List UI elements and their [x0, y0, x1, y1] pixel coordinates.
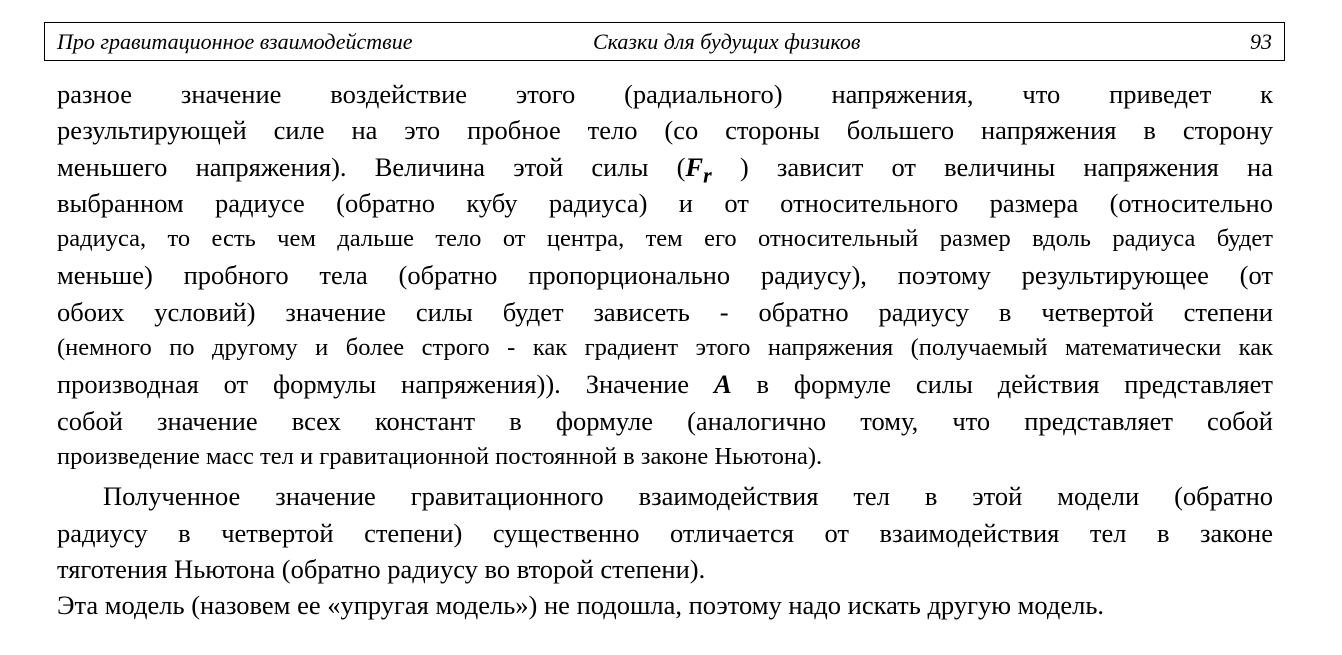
text-line: (немного по другому и более строго - как градиент этого напряжения (получаемый математически как [57, 334, 1273, 362]
paragraph-3 [57, 587, 1273, 623]
text-line: обоих условий) значение силы будет зависеть - обратно радиусу в четвертой степени [57, 296, 1273, 327]
text-line [57, 366, 1273, 402]
text-span: ) зависит от величины напряжения на [711, 151, 1273, 182]
text-span: в формуле силы действия представляет [731, 369, 1273, 400]
force-subscript: r [703, 161, 712, 187]
text-line: радиуса, то есть чем дальше тело от центра, тем его относительный размер вдоль радиуса будет [57, 225, 1273, 253]
text-line: разное значение воздействие этого (радиального) напряжения, что приведет к [57, 79, 1273, 109]
force-variable: F [685, 151, 704, 182]
page-header [44, 22, 1285, 61]
header-page-number: 93 [1250, 29, 1272, 54]
text-line: тяготения Ньютона (обратно радиусу во второй степени). [57, 553, 706, 584]
text-line: Эта модель (назовем ее «упругая модель») не подошла, поэтому надо искать другую модель. [57, 590, 1105, 621]
text-line: произведение масс тел и гравитационной постоянной в законе Ньютона). [57, 442, 823, 470]
text-line: собой значение всех констант в формуле (аналогично тому, что представляет собой [57, 405, 1273, 436]
paragraph-2 [57, 478, 1273, 587]
page-body [57, 76, 1273, 623]
text-line: выбранном радиусе (обратно кубу радиуса) и от относительного размера (относительно [57, 187, 1273, 218]
text-line: меньше) пробного тела (обратно пропорционально радиусу), поэтому результирующее (от [57, 260, 1273, 291]
text-line: Полученное значение гравитационного взаимодействия тел в этой модели (обратно [103, 481, 1273, 512]
text-line [57, 149, 1273, 185]
text-span: меньшего напряжения). Величина этой силы ( [57, 151, 686, 182]
paragraph-1 [57, 76, 1273, 475]
header-section-title: Про гравитационное взаимодействие [57, 29, 413, 54]
constant-variable: A [713, 369, 732, 400]
text-line: радиусу в четвертой степени) существенно отличается от взаимодействия тел в законе [57, 517, 1273, 548]
text-span: производная от формулы напряжения)). Значение [57, 369, 714, 400]
header-book-title: Сказки для будущих физиков [593, 29, 861, 54]
text-line: результирующей силе на это пробное тело (со стороны большего напряжения в сторону [57, 115, 1273, 146]
